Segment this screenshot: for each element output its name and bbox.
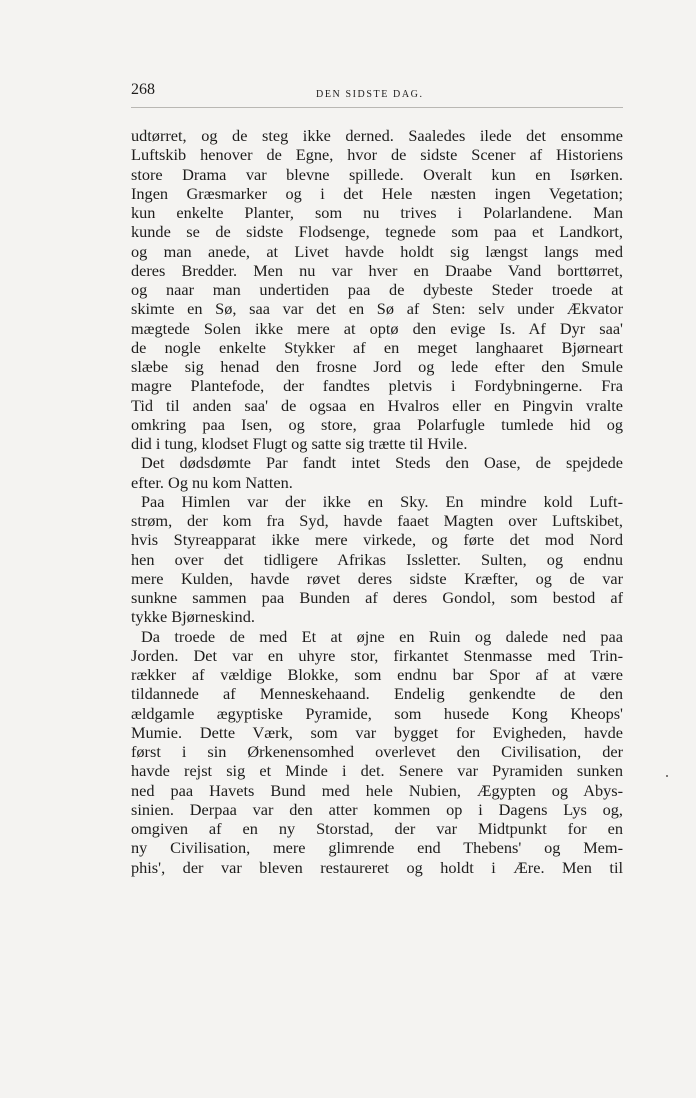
text-line: ældgamle ægyptiske Pyramide, som husede Kong Kheops'	[131, 703, 623, 723]
text-line: kun enkelte Planter, som nu trives i Polarlandene. Man	[131, 203, 623, 222]
text-line: Tid til anden saa' de ogsaa en Hvalros eller en Pingvin vralte	[131, 395, 623, 415]
text-line: Jorden. Det var en uhyre stor, firkantet Stenmasse med Trin-	[131, 645, 623, 665]
text-line: sinien. Derpaa var den atter kommen op i Dagens Lys og,	[131, 799, 623, 819]
text-line: omgiven af en ny Storstad, der var Midtpunkt for en	[131, 819, 623, 838]
text-line: tildannede af Menneskehaand. Endelig genkendte de den	[131, 684, 623, 704]
text-line: udtørret, og de steg ikke derned. Saaledes ilede det ensomme	[131, 126, 623, 145]
text-line: omkring paa Isen, og store, graa Polarfugle tumlede hid og	[131, 414, 623, 434]
text-line: skimte en Sø, saa var det en Sø af Sten: selv under Ækvator	[131, 299, 623, 319]
text-line: efter. Og nu kom Natten.	[131, 472, 293, 492]
paragraph	[131, 453, 623, 492]
page-header	[131, 81, 623, 108]
text-line: Det dødsdømte Par fandt intet Steds den Oase, de spejdede	[141, 453, 623, 473]
text-line: de nogle enkelte Stykker af en meget langhaaret Bjørneart	[131, 337, 623, 357]
text-line: sunkne sammen paa Bunden af deres Gondol, som bestod af	[131, 588, 623, 607]
text-line: ned paa Havets Bund med hele Nubien, Ægypten og Abys-	[131, 780, 623, 800]
text-line: tykke Bjørneskind.	[131, 607, 255, 627]
ink-speck	[666, 775, 668, 777]
text-line: slæbe sig henad den frosne Jord og lede efter den Smule	[131, 357, 623, 376]
text-line: og naar man undertiden paa de dybeste Steder troede at	[131, 280, 623, 299]
text-line: mere Kulden, havde røvet deres sidste Kræfter, og de var	[131, 568, 623, 588]
text-line: strøm, der kom fra Syd, havde faaet Magten over Luftskibet,	[131, 511, 623, 530]
text-line: mægtede Solen ikke mere at optø den evige Is. Af Dyr saa'	[131, 318, 623, 338]
paragraph	[131, 126, 623, 453]
paragraph	[131, 492, 623, 627]
body-text	[131, 126, 623, 877]
text-line: havde rejst sig et Minde i det. Senere var Pyramiden sunken	[131, 761, 623, 781]
text-line: Ingen Græsmarker og i det Hele næsten ingen Vegetation;	[131, 183, 623, 203]
text-line: magre Plantefode, der fandtes pletvis i Fordybningerne. Fra	[131, 376, 623, 396]
text-line: ny Civilisation, mere glimrende end Thebens' og Mem-	[131, 838, 623, 858]
text-line: hen over det tidligere Afrikas Issletter. Sulten, og endnu	[131, 549, 623, 569]
text-line: hvis Styreapparat ikke mere virkede, og førte det mod Nord	[131, 530, 623, 550]
text-line: kunde se de sidste Flodsenge, tegnede som paa et Landkort,	[131, 222, 623, 242]
paragraph	[131, 627, 623, 877]
text-line: deres Bredder. Men nu var hver en Draabe Vand borttørret,	[131, 260, 623, 280]
text-line: Da troede de med Et at øjne en Ruin og dalede ned paa	[141, 626, 623, 646]
text-line: og man anede, at Livet havde holdt sig længst langs med	[131, 241, 623, 261]
text-line: phis', der var bleven restaureret og holdt i Ære. Men til	[131, 857, 623, 877]
text-line: først i sin Ørkenensomhed overlevet den Civilisation, der	[131, 742, 623, 761]
text-line: store Drama var blevne spillede. Overalt kun en Isørken.	[131, 164, 623, 184]
text-line: Paa Himlen var der ikke en Sky. En mindre kold Luft-	[141, 491, 623, 511]
text-line: Mumie. Dette Værk, som var bygget for Evigheden, havde	[131, 722, 623, 742]
text-line: Luftskib henover de Egne, hvor de sidste Scener af Historiens	[131, 145, 623, 165]
page-number: 268	[131, 81, 155, 98]
running-title: DEN SIDSTE DAG.	[316, 89, 424, 100]
text-line: did i tung, klodset Flugt og satte sig trætte til Hvile.	[131, 434, 468, 453]
text-line: rækker af vældige Blokke, som endnu bar Spor af at være	[131, 665, 623, 684]
